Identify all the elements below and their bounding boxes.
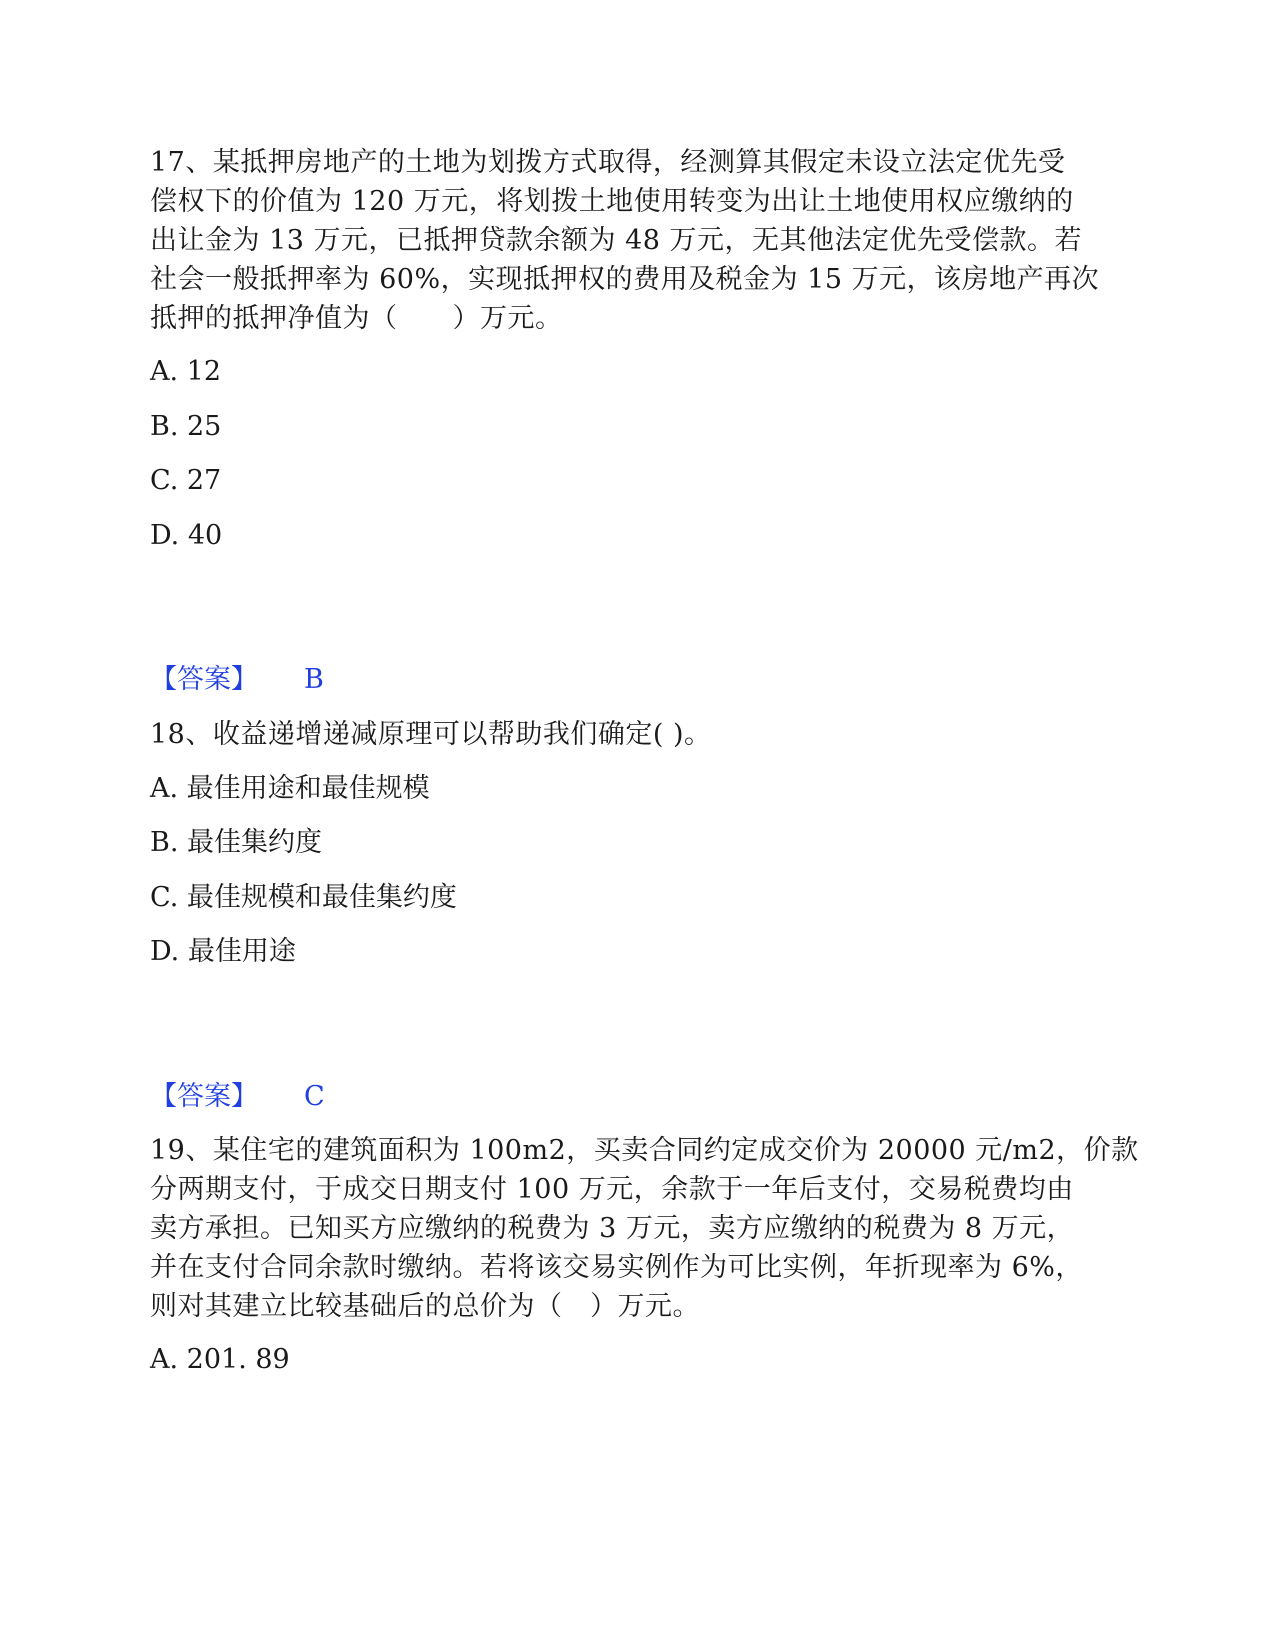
answer-label: 【答案】 (150, 1081, 258, 1112)
answer-value: B (304, 664, 324, 695)
question-19-line: 则对其建立比较基础后的总价为（ ）万元。 (150, 1291, 700, 1322)
question-17-line: 出让金为 13 万元，已抵押贷款余额为 48 万元，无其他法定优先受偿款。若 (150, 225, 1083, 256)
question-17-text (150, 143, 1110, 338)
question-17-line: 抵押的抵押净值为（ ）万元。 (150, 303, 563, 334)
question-19-option-a: A. 201. 89 (150, 1344, 290, 1375)
question-17-line: 17、某抵押房地产的土地为划拨方式取得，经测算其假定未设立法定优先受 (150, 147, 1066, 178)
question-18-answer (150, 1079, 325, 1115)
question-18-option-d: D. 最佳用途 (150, 936, 296, 967)
question-18-text (150, 715, 1110, 754)
question-19-line: 卖方承担。已知买方应缴纳的税费为 3 万元，卖方应缴纳的税费为 8 万元， (150, 1213, 1075, 1244)
question-19-line: 19、某住宅的建筑面积为 100m2，买卖合同约定成交价为 20000 元/m2，价款 (150, 1135, 1139, 1166)
question-17-line: 偿权下的价值为 120 万元，将划拨土地使用转变为出让土地使用权应缴纳的 (150, 186, 1074, 217)
question-17-option-c: C. 27 (150, 465, 222, 496)
question-18-option-b: B. 最佳集约度 (150, 827, 323, 858)
question-19-text (150, 1131, 1139, 1326)
question-17-option-d: D. 40 (150, 520, 223, 551)
question-17-answer (150, 662, 324, 698)
question-17-option-a: A. 12 (150, 356, 222, 387)
question-17-line: 社会一般抵押率为 60%，实现抵押权的费用及税金为 15 万元，该房地产再次 (150, 264, 1100, 295)
question-18-option-c: C. 最佳规模和最佳集约度 (150, 882, 457, 913)
answer-value: C (304, 1081, 325, 1112)
question-17-option-b: B. 25 (150, 411, 222, 442)
answer-label: 【答案】 (150, 664, 258, 695)
question-19-line: 并在支付合同余款时缴纳。若将该交易实例作为可比实例，年折现率为 6%， (150, 1252, 1083, 1283)
question-18-line: 18、收益递增递减原理可以帮助我们确定( )。 (150, 719, 712, 750)
question-18-option-a: A. 最佳用途和最佳规模 (150, 773, 430, 804)
question-19-line: 分两期支付，于成交日期支付 100 万元，余款于一年后支付，交易税费均由 (150, 1174, 1074, 1205)
